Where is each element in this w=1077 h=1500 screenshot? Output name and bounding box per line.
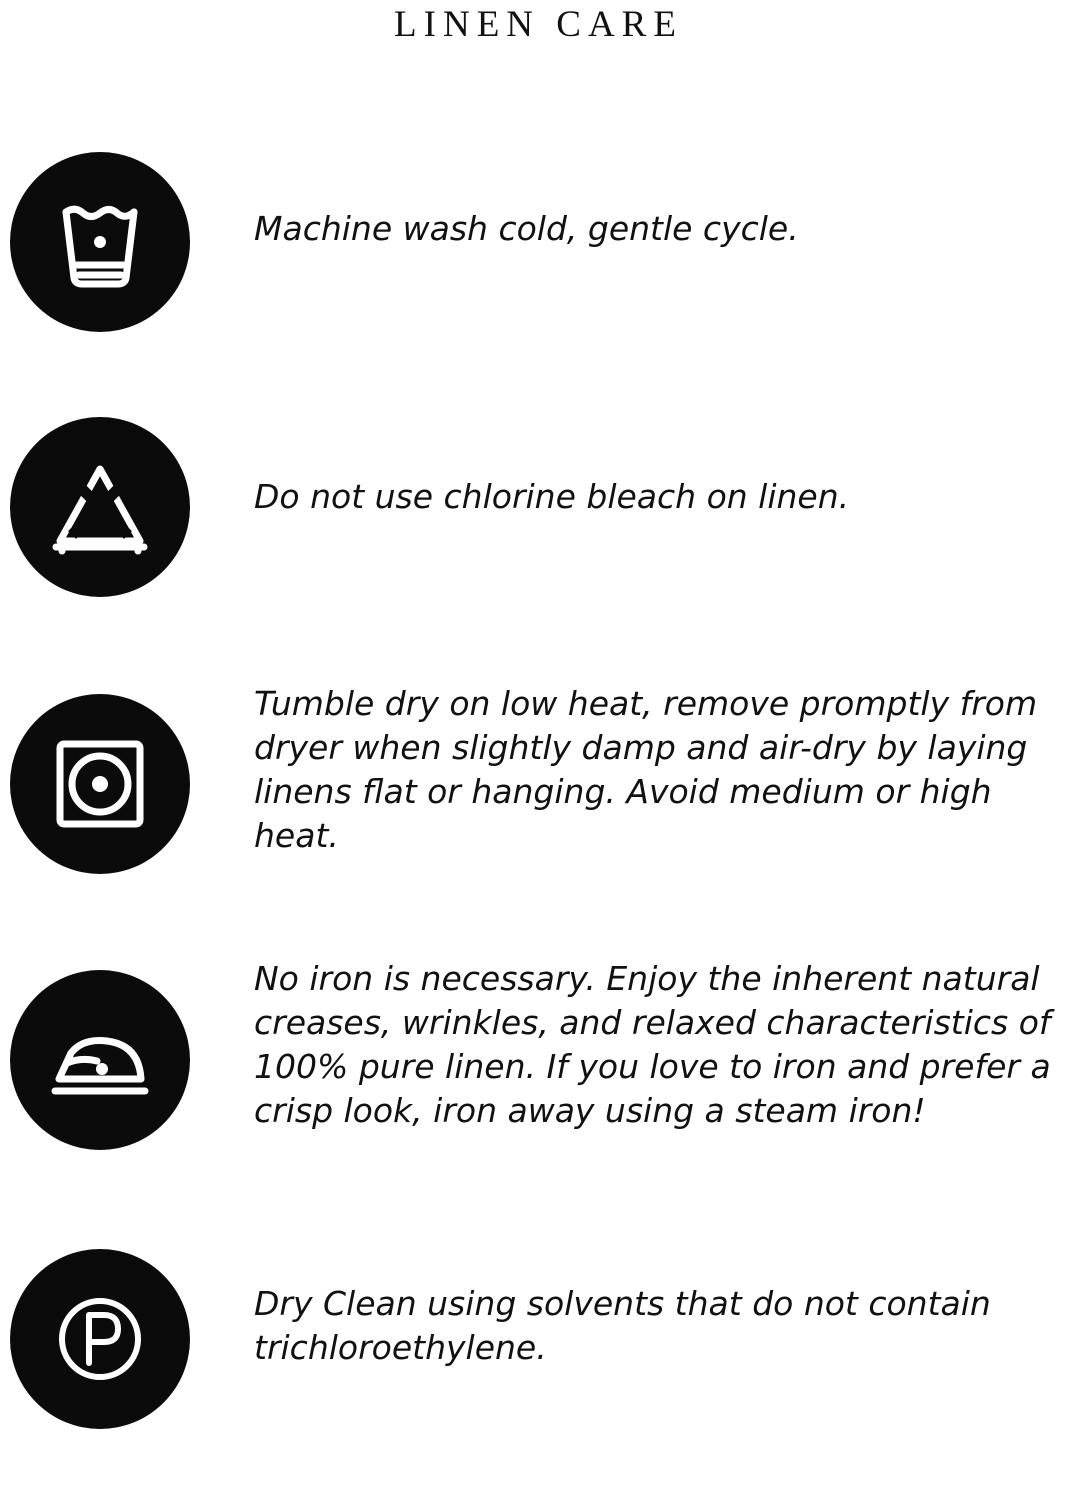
care-instruction-row: [0, 417, 1077, 682]
care-instruction-text: Do not use chlorine bleach on linen.: [254, 477, 850, 516]
dry-clean-p-icon: [10, 1249, 190, 1429]
care-instruction-text: Machine wash cold, gentle cycle.: [254, 209, 799, 248]
iron-icon: [10, 970, 190, 1150]
tumble-dry-low-icon: [10, 694, 190, 874]
text-cell: [200, 152, 1077, 251]
text-cell: [200, 952, 1077, 1133]
icon-cell: [0, 1237, 200, 1429]
text-cell: [200, 1237, 1077, 1370]
care-instruction-text: No iron is necessary. Enjoy the inherent natural creases, wrinkles, and relaxed characteristics of 100% pure linen. If you love to iron and prefer a crisp look, iron away using a steam iron!: [254, 959, 1051, 1130]
care-instruction-row: [0, 1237, 1077, 1437]
icon-cell: [0, 152, 200, 332]
do-not-bleach-icon: [10, 417, 190, 597]
care-instruction-text: Dry Clean using solvents that do not contain trichloroethylene.: [254, 1284, 991, 1367]
text-cell: [200, 417, 1077, 519]
icon-cell: [0, 417, 200, 597]
icon-cell: [0, 952, 200, 1150]
machine-wash-icon: [10, 152, 190, 332]
care-instruction-text: Tumble dry on low heat, remove promptly from dryer when slightly damp and air-dry by laying linens flat or hanging. Avoid medium or high heat.: [254, 684, 1038, 855]
care-instruction-row: [0, 152, 1077, 417]
icon-cell: [0, 682, 200, 874]
page-title: LINEN CARE: [394, 4, 683, 45]
care-instruction-row: [0, 682, 1077, 952]
text-cell: [200, 682, 1077, 858]
care-instruction-row: [0, 952, 1077, 1237]
care-instruction-list: [0, 152, 1077, 1437]
